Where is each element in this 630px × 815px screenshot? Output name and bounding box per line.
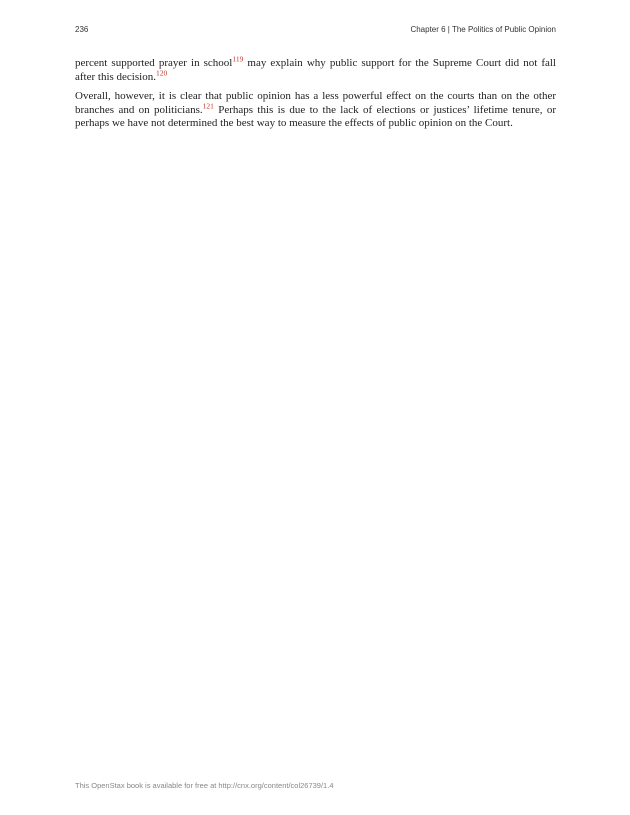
page-header: [75, 25, 556, 37]
paragraph-text: percent supported prayer in school: [75, 57, 233, 69]
chapter-title: Chapter 6 | The Politics of Public Opinion: [410, 25, 556, 34]
paragraph-text: may explain why public support for the Supreme Court did not fall after this decision.: [75, 57, 556, 83]
footnote-ref-120[interactable]: 120: [155, 67, 168, 77]
page-number: 236: [75, 25, 89, 34]
page-footer: This OpenStax book is available for free at http://cnx.org/content/col26739/1.4: [75, 781, 334, 790]
main-content: [75, 54, 556, 137]
paragraph-text: Perhaps this is due to the lack of elections or justices’ lifetime tenure, or perhaps we have not determined the best way to measure the effects of public opinion on the Court.: [75, 103, 556, 129]
paragraph-2: [75, 90, 556, 131]
paragraph-1: [75, 54, 556, 84]
footnote-ref-119[interactable]: 119: [232, 54, 244, 64]
footnote-ref-121[interactable]: 121: [202, 100, 214, 110]
paragraph-text: Overall, however, it is clear that public opinion has a less powerful effect on the courts than on the other branches and on politicians.: [75, 90, 556, 116]
